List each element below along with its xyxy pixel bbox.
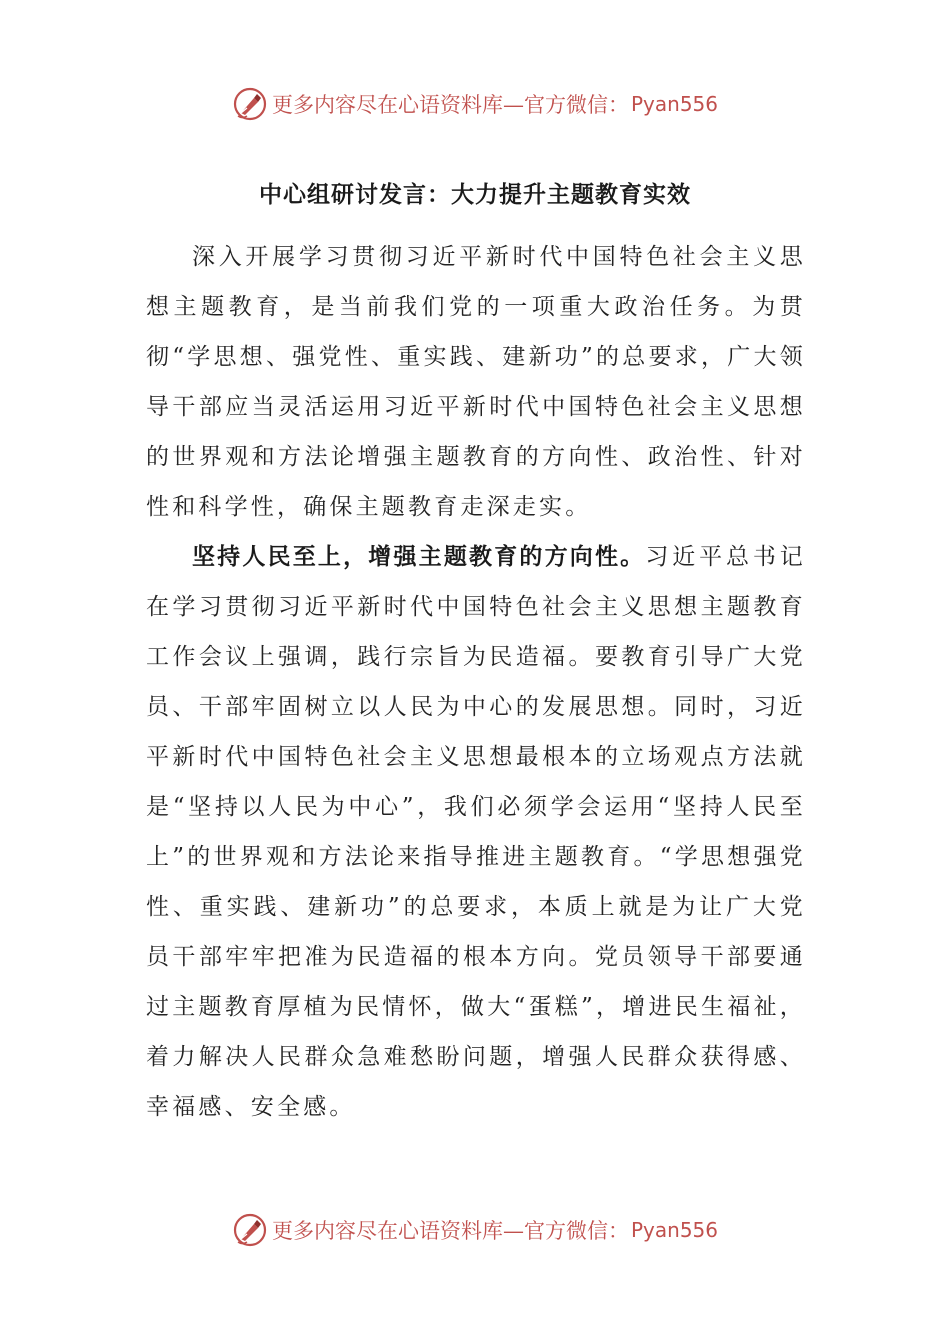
document-body: [146, 232, 806, 1132]
pen-nib-logo-icon: [232, 1212, 268, 1248]
paragraph-people-first: [146, 532, 806, 1132]
paragraph-lead-heading: 坚持人民至上，增强主题教育的方向性。: [192, 544, 646, 570]
banner-wechat-id: Pyan556: [630, 92, 718, 116]
banner-text: 更多内容尽在心语资料库—官方微信：: [271, 1219, 629, 1243]
paragraph-intro: 深入开展学习贯彻习近平新时代中国特色社会主义思想主题教育，是当前我们党的一项重大政治任务。为贯彻“学思想、强党性、重实践、建新功”的总要求，广大领导干部应当灵活运用习近平新时代中国特色社会主义思想的世界观和方法论增强主题教育的方向性、政治性、针对性和科学性，确保主题教育走深走实。: [146, 244, 806, 520]
document-title: 中心组研讨发言：大力提升主题教育实效: [259, 182, 691, 208]
paragraph-body-text: 习近平总书记在学习贯彻习近平新时代中国特色社会主义思想主题教育工作会议上强调，践行宗旨为民造福。要教育引导广大党员、干部牢固树立以人民为中心的发展思想。同时，习近平新时代中国特色社会主义思想最根本的立场观点方法就是“坚持以人民为中心”，我们必须学会运用“坚持人民至上”的世界观和方法论来指导推进主题教育。“学思想强党性、重实践、建新功”的总要求，本质上就是为让广大党员干部牢牢把准为民造福的根本方向。党员领导干部要通过主题教育厚植为民情怀，做大“蛋糕”，增进民生福祉，着力解决人民群众急难愁盼问题，增强人民群众获得感、幸福感、安全感。: [146, 544, 807, 1120]
header-banner: [0, 84, 950, 124]
banner-wechat-id: Pyan556: [630, 1218, 718, 1242]
footer-banner: [0, 1210, 950, 1250]
pen-nib-logo-icon: [232, 86, 268, 122]
banner-text: 更多内容尽在心语资料库—官方微信：: [271, 93, 629, 117]
